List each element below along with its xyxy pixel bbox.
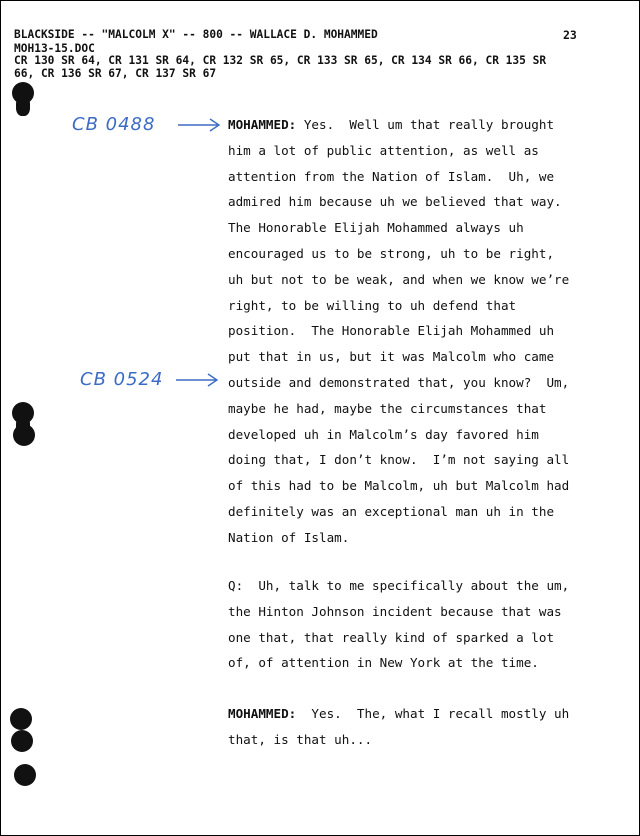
text-line: encouraged us to be strong, uh to be right, <box>228 245 555 261</box>
transcript-paragraph-mohammed-2 <box>228 701 628 753</box>
text-line: him a lot of public attention, as well as <box>228 142 539 158</box>
text-line: right, to be willing to uh defend that <box>228 297 517 313</box>
header-filename: MOH13-15.DOC <box>14 42 95 55</box>
paragraph-first-line <box>228 112 628 138</box>
text-line: attention from the Nation of Islam. Uh, we <box>228 168 555 184</box>
text-line: developed uh in Malcolm’s day favored him <box>228 426 539 442</box>
speaker-label: MOHAMMED: <box>228 706 297 721</box>
margin-note-timecode-1: CB 0488 <box>72 114 156 135</box>
page-number: 23 <box>563 28 577 42</box>
text-line: position. The Honorable Elijah Mohammed uh <box>228 323 555 339</box>
paragraph-first-line <box>228 701 628 727</box>
text-line: outside and demonstrated that, you know? Um, <box>228 374 570 390</box>
text-line: maybe he had, maybe the circumstances that <box>228 400 547 416</box>
header-cr-sr-line-2: 66, CR 136 SR 67, CR 137 SR 67 <box>14 67 217 80</box>
header-title-line: BLACKSIDE -- "MALCOLM X" -- 800 -- WALLACE D. MOHAMMED <box>14 28 378 41</box>
speaker-label: MOHAMMED: <box>228 117 297 132</box>
text-line: uh but not to be weak, and when we know we’re <box>228 271 570 287</box>
text-line: Q: Uh, talk to me specifically about the um, <box>228 578 570 593</box>
transcript-paragraph-mohammed-1 <box>228 112 628 551</box>
text-line: one that, that really kind of sparked a lot <box>228 629 555 645</box>
line-text: Yes. The, what I recall mostly uh <box>296 706 570 721</box>
text-line: of, of attention in New York at the time. <box>228 655 539 671</box>
arrow-right-icon <box>176 117 224 133</box>
text-line: admired him because uh we believed that way. <box>228 194 562 210</box>
margin-note-timecode-2: CB 0524 <box>80 369 164 390</box>
text-line: The Honorable Elijah Mohammed always uh <box>228 220 524 236</box>
text-line: definitely was an exceptional man uh in the <box>228 503 555 519</box>
header-cr-sr-line-1: CR 130 SR 64, CR 131 SR 64, CR 132 SR 65, CR 133 SR 65, CR 134 SR 66, CR 135 SR <box>14 54 547 67</box>
line-text: Yes. Well um that really brought <box>296 117 555 132</box>
text-line: of this had to be Malcolm, uh but Malcolm had <box>228 478 570 494</box>
text-line: doing that, I don’t know. I’m not saying all <box>228 452 570 468</box>
text-line: that, is that uh... <box>228 731 373 747</box>
text-line: put that in us, but it was Malcolm who came <box>228 349 555 365</box>
arrow-right-icon <box>174 372 222 388</box>
text-line: Nation of Islam. <box>228 529 350 545</box>
transcript-paragraph-question <box>228 573 628 676</box>
text-line: the Hinton Johnson incident because that was <box>228 603 562 619</box>
